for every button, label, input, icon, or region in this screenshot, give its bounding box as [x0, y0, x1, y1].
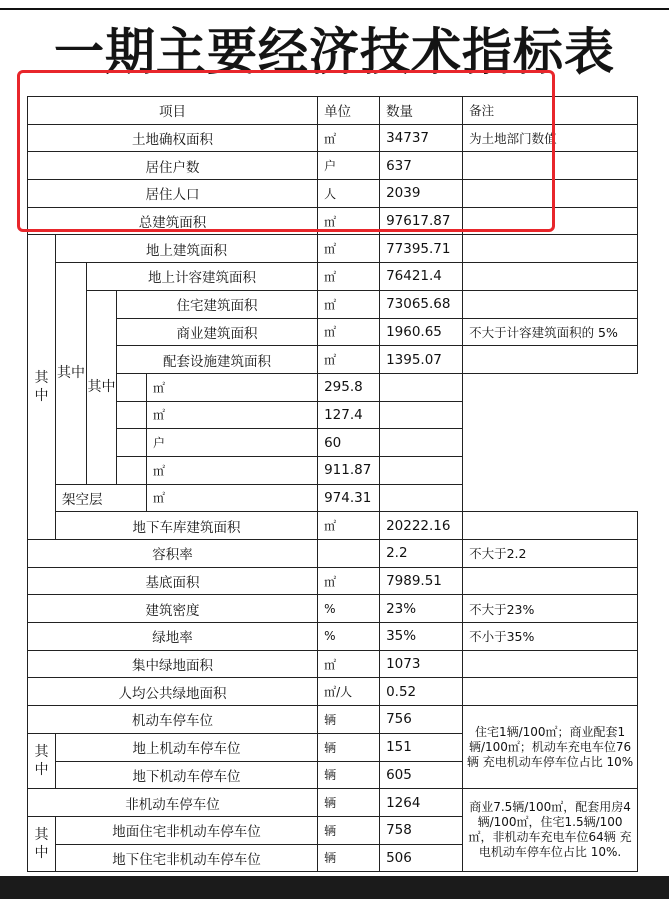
page-title: 一期主要经济技术指标表 [54, 23, 615, 81]
row-value: 76421.4 [380, 263, 463, 291]
row-unit: ㎡ [318, 235, 380, 263]
row-label: 住宅建筑面积 [117, 290, 318, 318]
row-label: 架空层 [56, 484, 147, 512]
row-value: 1395.07 [380, 346, 463, 374]
row-unit: ㎡ [318, 512, 380, 540]
row-unit: ㎡ [318, 650, 380, 678]
row-value: 97617.87 [380, 207, 463, 235]
row-label: 非机动车停车位 [28, 789, 318, 817]
car-parking-note: 住宅1辆/100㎡；商业配套1辆/100㎡；机动车充电车位76辆 充电机动车停车位占比 10% [463, 706, 638, 789]
table-row [28, 512, 638, 540]
row-unit: ㎡ [147, 484, 318, 512]
row-unit: ㎡/人 [318, 678, 380, 706]
row-unit [318, 540, 380, 568]
table-row [28, 235, 638, 263]
row-unit: ㎡ [318, 567, 380, 595]
row-unit: ㎡ [318, 318, 380, 346]
table-row [28, 540, 638, 568]
row-value: 127.4 [318, 401, 380, 429]
row-label: 地上机动车停车位 [56, 733, 318, 761]
row-value: 1073 [380, 650, 463, 678]
table-row [28, 706, 638, 734]
row-note [380, 484, 463, 512]
row-label: 总建筑面积 [28, 207, 318, 235]
row-unit: ㎡ [318, 346, 380, 374]
row-unit: 人 [318, 180, 380, 208]
table-row [28, 595, 638, 623]
row-note [463, 235, 638, 263]
row-note [463, 207, 638, 235]
row-value: 1960.65 [380, 318, 463, 346]
row-label: 居住人口 [28, 180, 318, 208]
row-value: 73065.68 [380, 290, 463, 318]
row-unit: ㎡ [318, 263, 380, 291]
row-value: 151 [380, 733, 463, 761]
row-note: 不大于23% [463, 595, 638, 623]
row-unit: 辆 [318, 761, 380, 789]
row-label [117, 456, 147, 484]
row-label: 土地确权面积 [28, 124, 318, 152]
row-value: 34737 [380, 124, 463, 152]
bracket-label: 其中 [87, 290, 117, 484]
table-row [28, 373, 638, 401]
row-note [463, 152, 638, 180]
row-label: 地下机动车停车位 [56, 761, 318, 789]
row-label [117, 401, 147, 429]
row-unit: 辆 [318, 706, 380, 734]
row-note: 为土地部门数值 [463, 124, 638, 152]
table-row [28, 650, 638, 678]
row-note [380, 429, 463, 457]
table-row [28, 207, 638, 235]
row-label: 地下住宅非机动车停车位 [56, 844, 318, 872]
row-note: 不小于35% [463, 623, 638, 651]
row-unit: 户 [147, 429, 318, 457]
row-unit: % [318, 595, 380, 623]
table-row [28, 484, 638, 512]
top-rule [0, 8, 669, 10]
row-note [463, 290, 638, 318]
row-value: 295.8 [318, 373, 380, 401]
row-value: 7989.51 [380, 567, 463, 595]
row-value: 1264 [380, 789, 463, 817]
row-unit: % [318, 623, 380, 651]
header-note: 备注 [463, 97, 638, 125]
row-label: 商业建筑面积 [117, 318, 318, 346]
row-value: 0.52 [380, 678, 463, 706]
row-unit: 辆 [318, 816, 380, 844]
table-row [28, 789, 638, 817]
header-unit: 单位 [318, 97, 380, 125]
row-value: 605 [380, 761, 463, 789]
row-note [463, 512, 638, 540]
row-label: 容积率 [28, 540, 318, 568]
row-note [463, 650, 638, 678]
table-row [28, 180, 638, 208]
row-note: 不大于2.2 [463, 540, 638, 568]
row-value: 756 [380, 706, 463, 734]
row-unit: ㎡ [147, 373, 318, 401]
row-label: 地下车库建筑面积 [56, 512, 318, 540]
table-row [28, 567, 638, 595]
row-note [463, 678, 638, 706]
row-note [463, 263, 638, 291]
row-label: 绿地率 [28, 623, 318, 651]
row-unit: 辆 [318, 844, 380, 872]
row-note [463, 180, 638, 208]
row-value: 35% [380, 623, 463, 651]
bike-parking-note: 商业7.5辆/100㎡，配套用房4辆/100㎡，住宅1.5辆/100㎡，非机动车充电车位64辆 充电机动车停车位占比 10%. [463, 789, 638, 872]
row-unit: 户 [318, 152, 380, 180]
row-label: 居住户数 [28, 152, 318, 180]
row-note [380, 456, 463, 484]
row-value: 637 [380, 152, 463, 180]
bracket-label: 其中 [56, 263, 87, 485]
row-unit: ㎡ [318, 124, 380, 152]
row-value: 23% [380, 595, 463, 623]
bracket-label: 其中 [28, 235, 56, 540]
row-note: 不大于计容建筑面积的 5% [463, 318, 638, 346]
row-value: 506 [380, 844, 463, 872]
table-row [28, 290, 638, 318]
row-label: 地上计容建筑面积 [87, 263, 318, 291]
table-row [28, 263, 638, 291]
table-row [28, 623, 638, 651]
row-unit: 辆 [318, 789, 380, 817]
row-label: 建筑密度 [28, 595, 318, 623]
header-item: 项目 [28, 97, 318, 125]
row-unit: ㎡ [318, 207, 380, 235]
row-label: 人均公共绿地面积 [28, 678, 318, 706]
row-unit: 辆 [318, 733, 380, 761]
row-label: 配套设施建筑面积 [117, 346, 318, 374]
table-row [28, 318, 638, 346]
row-value: 2.2 [380, 540, 463, 568]
table-row [28, 401, 638, 429]
row-value: 20222.16 [380, 512, 463, 540]
row-unit: ㎡ [318, 290, 380, 318]
row-value: 2039 [380, 180, 463, 208]
row-label: 地面住宅非机动车停车位 [56, 816, 318, 844]
row-label [117, 429, 147, 457]
row-label [117, 373, 147, 401]
row-unit: ㎡ [147, 401, 318, 429]
row-unit: ㎡ [147, 456, 318, 484]
row-note [380, 373, 463, 401]
row-value: 77395.71 [380, 235, 463, 263]
row-label: 集中绿地面积 [28, 650, 318, 678]
row-value: 911.87 [318, 456, 380, 484]
row-label: 机动车停车位 [28, 706, 318, 734]
row-note [463, 346, 638, 374]
table-row [28, 346, 638, 374]
bracket-label: 其中 [28, 816, 56, 871]
table-row [28, 152, 638, 180]
row-note [380, 401, 463, 429]
row-note [463, 567, 638, 595]
table-row [28, 678, 638, 706]
table-row [28, 429, 638, 457]
indicator-table [27, 96, 638, 872]
header-qty: 数量 [380, 97, 463, 125]
bottom-border [0, 876, 669, 899]
row-value: 974.31 [318, 484, 380, 512]
table-header-row [28, 97, 638, 125]
row-label: 基底面积 [28, 567, 318, 595]
row-label: 地上建筑面积 [56, 235, 318, 263]
table-row [28, 124, 638, 152]
row-value: 758 [380, 816, 463, 844]
table-row [28, 456, 638, 484]
row-value: 60 [318, 429, 380, 457]
bracket-label: 其中 [28, 733, 56, 788]
